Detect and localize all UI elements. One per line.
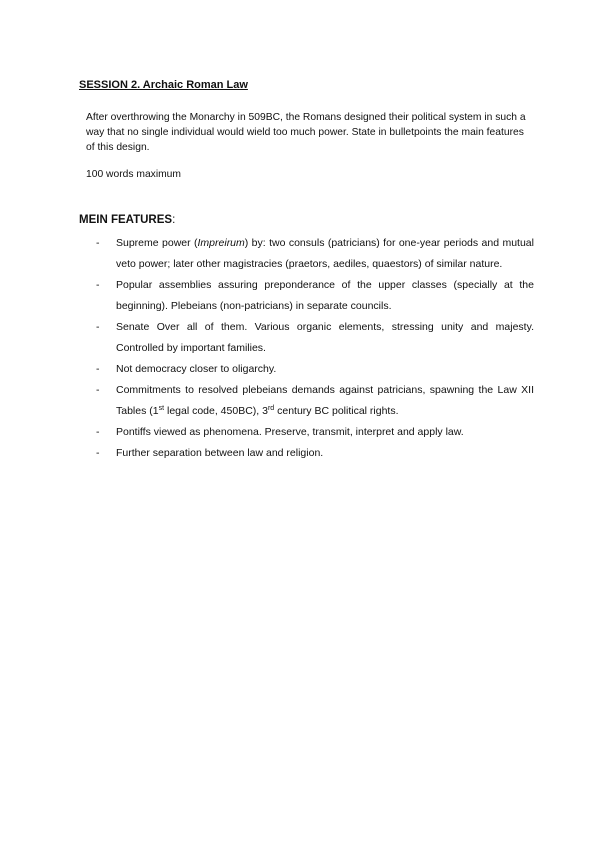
- bullet-dash: -: [96, 237, 100, 249]
- list-item: [96, 443, 534, 464]
- list-item: [96, 422, 534, 443]
- list-item: [96, 275, 534, 317]
- assignment-prompt: After overthrowing the Monarchy in 509BC, the Romans designed their political system in such a way that no single individual would wield too much power. State in bulletpoints the main features of this design.: [86, 112, 526, 153]
- features-heading: [79, 212, 175, 228]
- bullet-dash: -: [96, 426, 100, 438]
- superscript-st: st: [158, 405, 165, 412]
- bullet-text-4: Not democracy closer to oligarchy.: [116, 363, 277, 375]
- bullet-dash: -: [96, 447, 100, 459]
- list-item: [96, 233, 534, 275]
- features-list: [96, 233, 534, 464]
- bullet-text-6: Pontiffs viewed as phenomena. Preserve, transmit, interpret and apply law.: [116, 426, 464, 438]
- bullet-text-5c: century BC political rights.: [274, 405, 399, 417]
- bullet-dash: -: [96, 279, 100, 291]
- bullet-dash: -: [96, 363, 100, 375]
- session-title: SESSION 2. Archaic Roman Law: [79, 79, 248, 91]
- list-item: [96, 317, 534, 359]
- bullet-text-5b: legal code, 450BC), 3: [164, 405, 268, 417]
- word-limit: 100 words maximum: [86, 169, 181, 180]
- bullet-text-3: Senate Over all of them. Various organic elements, stressing unity and majesty. Controlled by important families.: [116, 321, 534, 354]
- bullet-text-1a: Supreme power (: [116, 237, 198, 249]
- bullet-text-1-italic: Impreirum: [197, 237, 245, 249]
- features-heading-colon: :: [172, 214, 176, 226]
- bullet-text-2: Popular assemblies assuring preponderance of the upper classes (specially at the beginning). Plebeians (non-patricians) in separate councils.: [116, 279, 534, 312]
- bullet-dash: -: [96, 384, 100, 396]
- bullet-text-5a: Commitments to resolved plebeians demands against patricians, spawning the Law XII Tables (1: [116, 384, 534, 417]
- bullet-text-1b: ) by: two consuls (patricians) for one-year periods and mutual veto power; later other magistracies (praetors, aediles, quaestors) of similar nature.: [116, 237, 534, 270]
- list-item: [96, 359, 534, 380]
- list-item: [96, 380, 534, 422]
- features-heading-label: MEIN FEATURES: [79, 214, 173, 226]
- bullet-text-7: Further separation between law and religion.: [116, 447, 324, 459]
- superscript-rd: rd: [267, 405, 275, 412]
- bullet-dash: -: [96, 321, 100, 333]
